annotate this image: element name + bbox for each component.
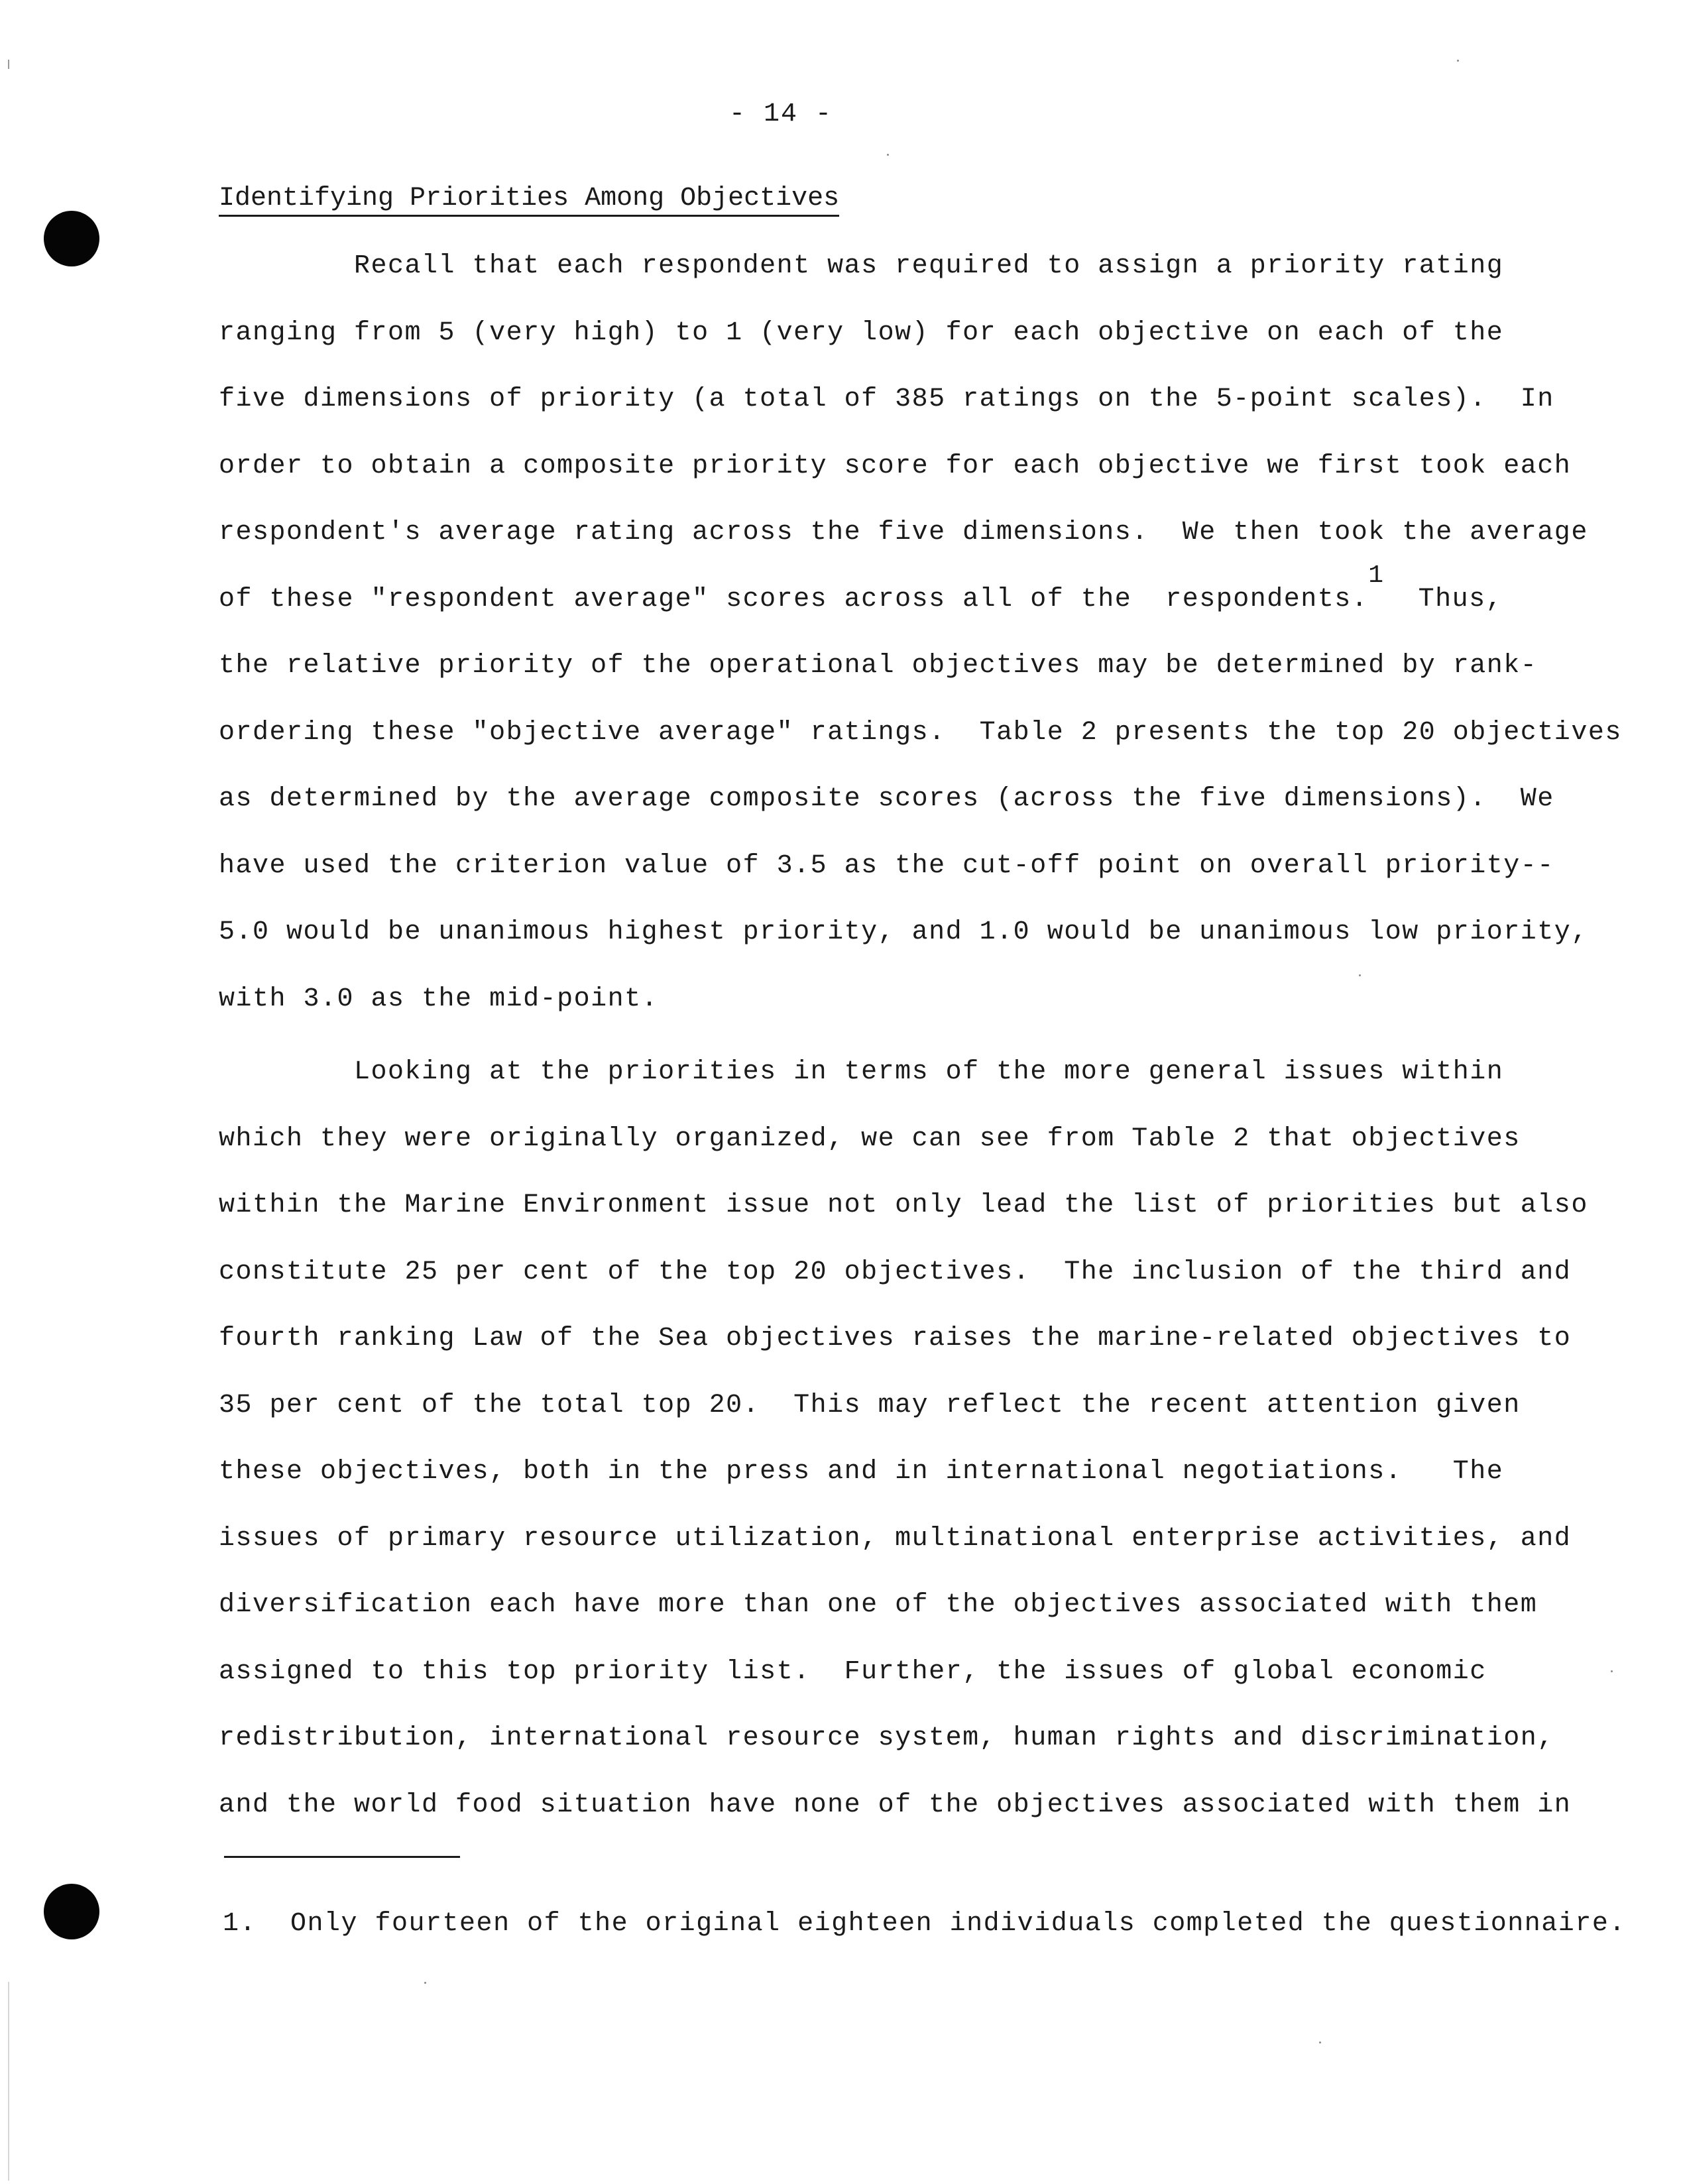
scan-speck: [1457, 60, 1459, 62]
text-segment: Thus,: [1384, 584, 1503, 614]
scan-edge-mark: [8, 1982, 9, 2181]
text-line: and the world food situation have none of the objectives associated with them in: [219, 1790, 1572, 1820]
text-line: ordering these "objective average" ratings. Table 2 presents the top 20 objectives: [219, 717, 1622, 748]
footnote-divider: [224, 1856, 460, 1858]
footnote: 1. Only fourteen of the original eighteen individuals completed the questionnaire.: [223, 1909, 1626, 1939]
page-number: - 14 -: [729, 99, 833, 129]
text-line: have used the criterion value of 3.5 as the cut-off point on overall priority--: [219, 850, 1554, 881]
scan-speck: [424, 1982, 426, 1984]
paragraph-2: [219, 1039, 1611, 1839]
text-line: as determined by the average composite scores (across the five dimensions). We: [219, 784, 1554, 814]
scan-speck: [887, 154, 889, 156]
text-line: ranging from 5 (very high) to 1 (very low) for each objective on each of the: [219, 317, 1504, 348]
scan-speck: [1359, 974, 1361, 976]
text-line: constitute 25 per cent of the top 20 objectives. The inclusion of the third and: [219, 1257, 1572, 1287]
text-line: fourth ranking Law of the Sea objectives raises the marine-related objectives to: [219, 1324, 1572, 1353]
text-segment: of these "respondent average" scores across all of the respondents.: [219, 584, 1369, 614]
punch-hole-bottom: [44, 1884, 99, 1939]
text-line: within the Marine Environment issue not only lead the list of priorities but also: [219, 1190, 1588, 1220]
text-line: respondent's average rating across the five dimensions. We then took the average: [219, 518, 1588, 547]
paragraph-1: [219, 233, 1622, 1033]
text-line: five dimensions of priority (a total of 385 ratings on the 5-point scales). In: [219, 384, 1554, 414]
text-line: redistribution, international resource system, human rights and discrimination,: [219, 1723, 1554, 1753]
text-line: Looking at the priorities in terms of the more general issues within: [219, 1057, 1504, 1087]
punch-hole-top: [44, 211, 99, 266]
scan-speck: [1611, 1670, 1613, 1672]
text-line: assigned to this top priority list. Further, the issues of global economic: [219, 1656, 1487, 1687]
text-line: Recall that each respondent was required to assign a priority rating: [219, 251, 1504, 281]
text-line: with 3.0 as the mid-point.: [219, 984, 659, 1014]
text-line: order to obtain a composite priority score for each objective we first took each: [219, 451, 1572, 481]
text-line: issues of primary resource utilization, multinational enterprise activities, and: [219, 1523, 1572, 1554]
scan-speck: [1319, 2041, 1321, 2043]
text-line: which they were originally organized, we can see from Table 2 that objectives: [219, 1123, 1521, 1154]
text-line: 5.0 would be unanimous highest priority, and 1.0 would be unanimous low priority,: [219, 917, 1588, 947]
text-line-with-footnote-ref: [219, 561, 1611, 634]
section-heading: Identifying Priorities Among Objectives: [219, 184, 839, 217]
text-line: diversification each have more than one of the objectives associated with them: [219, 1590, 1538, 1620]
text-line: the relative priority of the operational objectives may be determined by rank-: [219, 651, 1538, 681]
text-line: 35 per cent of the total top 20. This may reflect the recent attention given: [219, 1390, 1521, 1420]
scan-edge-mark: [8, 60, 9, 69]
text-line: these objectives, both in the press and in international negotiations. The: [219, 1457, 1504, 1487]
footnote-reference[interactable]: 1: [1368, 561, 1385, 590]
